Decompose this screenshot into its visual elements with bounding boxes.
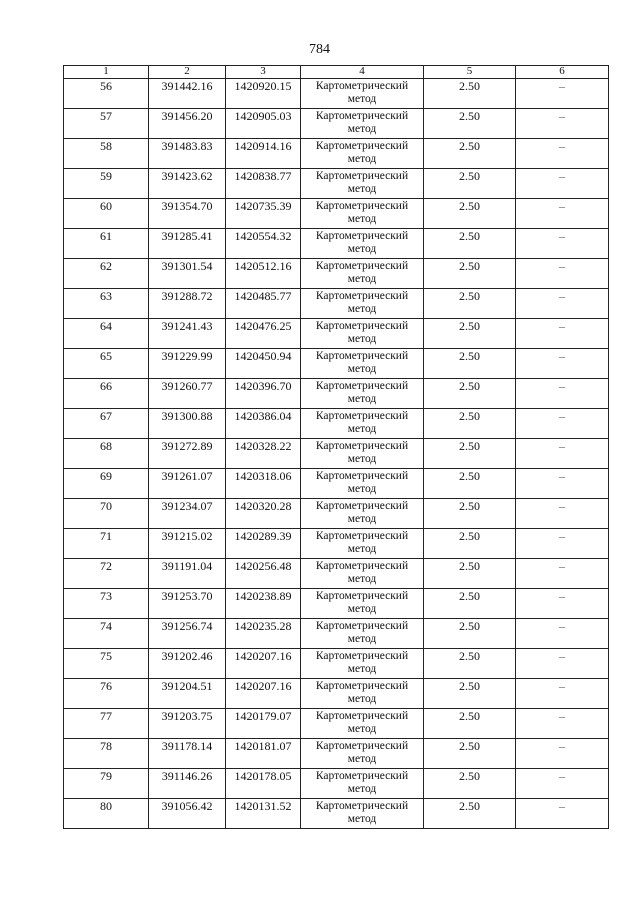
y-coordinate-cell: 1420450.94	[226, 349, 301, 379]
method-cell	[301, 559, 424, 589]
y-coordinate-cell: 1420289.39	[226, 529, 301, 559]
method-cell	[301, 349, 424, 379]
x-coordinate-cell: 391203.75	[149, 709, 226, 739]
table-row	[64, 679, 609, 709]
column-number-2: 2	[149, 66, 226, 79]
method-text-line2: метод	[347, 753, 377, 765]
method-text-line2: метод	[347, 453, 377, 465]
point-number-cell: 60	[64, 199, 149, 229]
method-text-line2: метод	[347, 183, 377, 195]
point-number-cell: 72	[64, 559, 149, 589]
note-cell: –	[516, 799, 609, 829]
note-cell: –	[516, 529, 609, 559]
y-coordinate-cell: 1420320.28	[226, 499, 301, 529]
method-text-line1: Картометрический	[315, 440, 409, 452]
x-coordinate-cell: 391442.16	[149, 79, 226, 109]
note-cell: –	[516, 109, 609, 139]
note-cell: –	[516, 709, 609, 739]
method-text-line1: Картометрический	[315, 320, 409, 332]
table-row	[64, 499, 609, 529]
x-coordinate-cell: 391191.04	[149, 559, 226, 589]
note-cell: –	[516, 769, 609, 799]
note-cell: –	[516, 289, 609, 319]
method-text-line1: Картометрический	[315, 560, 409, 572]
y-coordinate-cell: 1420256.48	[226, 559, 301, 589]
note-cell: –	[516, 439, 609, 469]
point-number-cell: 59	[64, 169, 149, 199]
accuracy-cell: 2.50	[424, 79, 516, 109]
note-cell: –	[516, 559, 609, 589]
method-text-line1: Картометрический	[315, 530, 409, 542]
table-row	[64, 109, 609, 139]
accuracy-cell: 2.50	[424, 649, 516, 679]
note-cell: –	[516, 619, 609, 649]
table-row	[64, 619, 609, 649]
y-coordinate-cell: 1420920.15	[226, 79, 301, 109]
accuracy-cell: 2.50	[424, 169, 516, 199]
method-text-line1: Картометрический	[315, 710, 409, 722]
x-coordinate-cell: 391288.72	[149, 289, 226, 319]
point-number-cell: 57	[64, 109, 149, 139]
y-coordinate-cell: 1420396.70	[226, 379, 301, 409]
method-text-line1: Картометрический	[315, 260, 409, 272]
accuracy-cell: 2.50	[424, 379, 516, 409]
method-text-line1: Картометрический	[315, 200, 409, 212]
y-coordinate-cell: 1420235.28	[226, 619, 301, 649]
table-row	[64, 409, 609, 439]
method-cell	[301, 589, 424, 619]
note-cell: –	[516, 229, 609, 259]
accuracy-cell: 2.50	[424, 559, 516, 589]
method-cell	[301, 199, 424, 229]
x-coordinate-cell: 391178.14	[149, 739, 226, 769]
y-coordinate-cell: 1420386.04	[226, 409, 301, 439]
accuracy-cell: 2.50	[424, 229, 516, 259]
table-row	[64, 529, 609, 559]
point-number-cell: 68	[64, 439, 149, 469]
y-coordinate-cell: 1420181.07	[226, 739, 301, 769]
method-text-line1: Картометрический	[315, 650, 409, 662]
table-row	[64, 139, 609, 169]
method-cell	[301, 679, 424, 709]
note-cell: –	[516, 319, 609, 349]
table-header	[64, 66, 609, 79]
x-coordinate-cell: 391483.83	[149, 139, 226, 169]
method-text-line2: метод	[347, 543, 377, 555]
method-text-line1: Картометрический	[315, 380, 409, 392]
y-coordinate-cell: 1420735.39	[226, 199, 301, 229]
note-cell: –	[516, 379, 609, 409]
x-coordinate-cell: 391256.74	[149, 619, 226, 649]
method-text-line2: метод	[347, 603, 377, 615]
note-cell: –	[516, 469, 609, 499]
method-text-line2: метод	[347, 333, 377, 345]
method-text-line2: метод	[347, 363, 377, 375]
column-number-4: 4	[301, 66, 424, 79]
method-cell	[301, 169, 424, 199]
accuracy-cell: 2.50	[424, 799, 516, 829]
x-coordinate-cell: 391056.42	[149, 799, 226, 829]
y-coordinate-cell: 1420318.06	[226, 469, 301, 499]
table-row	[64, 439, 609, 469]
accuracy-cell: 2.50	[424, 769, 516, 799]
point-number-cell: 65	[64, 349, 149, 379]
note-cell: –	[516, 739, 609, 769]
method-text-line1: Картометрический	[315, 620, 409, 632]
method-cell	[301, 529, 424, 559]
method-text-line1: Картометрический	[315, 410, 409, 422]
accuracy-cell: 2.50	[424, 619, 516, 649]
point-number-cell: 63	[64, 289, 149, 319]
method-cell	[301, 139, 424, 169]
method-cell	[301, 739, 424, 769]
point-number-cell: 66	[64, 379, 149, 409]
x-coordinate-cell: 391354.70	[149, 199, 226, 229]
method-text-line2: метод	[347, 273, 377, 285]
table-row	[64, 769, 609, 799]
method-cell	[301, 319, 424, 349]
note-cell: –	[516, 649, 609, 679]
y-coordinate-cell: 1420905.03	[226, 109, 301, 139]
accuracy-cell: 2.50	[424, 709, 516, 739]
method-cell	[301, 409, 424, 439]
table-row	[64, 379, 609, 409]
method-text-line2: метод	[347, 123, 377, 135]
x-coordinate-cell: 391261.07	[149, 469, 226, 499]
table-row	[64, 199, 609, 229]
point-number-cell: 73	[64, 589, 149, 619]
note-cell: –	[516, 139, 609, 169]
method-text-line2: метод	[347, 663, 377, 675]
y-coordinate-cell: 1420207.16	[226, 649, 301, 679]
point-number-cell: 58	[64, 139, 149, 169]
note-cell: –	[516, 79, 609, 109]
accuracy-cell: 2.50	[424, 739, 516, 769]
x-coordinate-cell: 391260.77	[149, 379, 226, 409]
point-number-cell: 75	[64, 649, 149, 679]
table-row	[64, 349, 609, 379]
table-row	[64, 469, 609, 499]
accuracy-cell: 2.50	[424, 139, 516, 169]
x-coordinate-cell: 391456.20	[149, 109, 226, 139]
method-cell	[301, 289, 424, 319]
note-cell: –	[516, 259, 609, 289]
y-coordinate-cell: 1420914.16	[226, 139, 301, 169]
method-cell	[301, 379, 424, 409]
point-number-cell: 71	[64, 529, 149, 559]
method-text-line2: метод	[347, 633, 377, 645]
point-number-cell: 62	[64, 259, 149, 289]
method-text-line1: Картометрический	[315, 470, 409, 482]
method-cell	[301, 109, 424, 139]
method-text-line1: Картометрический	[315, 80, 409, 92]
method-text-line1: Картометрический	[315, 740, 409, 752]
table-body	[64, 79, 609, 829]
method-cell	[301, 229, 424, 259]
table-row	[64, 739, 609, 769]
accuracy-cell: 2.50	[424, 439, 516, 469]
method-text-line2: метод	[347, 813, 377, 825]
column-number-1: 1	[64, 66, 149, 79]
y-coordinate-cell: 1420485.77	[226, 289, 301, 319]
method-text-line1: Картометрический	[315, 770, 409, 782]
point-number-cell: 70	[64, 499, 149, 529]
point-number-cell: 69	[64, 469, 149, 499]
table-row	[64, 649, 609, 679]
accuracy-cell: 2.50	[424, 589, 516, 619]
coordinates-table	[63, 65, 609, 829]
y-coordinate-cell: 1420512.16	[226, 259, 301, 289]
x-coordinate-cell: 391423.62	[149, 169, 226, 199]
y-coordinate-cell: 1420207.16	[226, 679, 301, 709]
x-coordinate-cell: 391202.46	[149, 649, 226, 679]
point-number-cell: 64	[64, 319, 149, 349]
accuracy-cell: 2.50	[424, 679, 516, 709]
table-row	[64, 289, 609, 319]
y-coordinate-cell: 1420554.32	[226, 229, 301, 259]
point-number-cell: 79	[64, 769, 149, 799]
note-cell: –	[516, 349, 609, 379]
y-coordinate-cell: 1420131.52	[226, 799, 301, 829]
point-number-cell: 74	[64, 619, 149, 649]
x-coordinate-cell: 391229.99	[149, 349, 226, 379]
x-coordinate-cell: 391204.51	[149, 679, 226, 709]
point-number-cell: 76	[64, 679, 149, 709]
accuracy-cell: 2.50	[424, 259, 516, 289]
accuracy-cell: 2.50	[424, 499, 516, 529]
point-number-cell: 78	[64, 739, 149, 769]
method-text-line2: метод	[347, 783, 377, 795]
method-text-line2: метод	[347, 483, 377, 495]
method-text-line2: метод	[347, 213, 377, 225]
column-number-3: 3	[226, 66, 301, 79]
method-text-line2: метод	[347, 153, 377, 165]
note-cell: –	[516, 589, 609, 619]
column-number-6: 6	[516, 66, 609, 79]
method-text-line1: Картометрический	[315, 290, 409, 302]
method-cell	[301, 649, 424, 679]
x-coordinate-cell: 391253.70	[149, 589, 226, 619]
table-row	[64, 709, 609, 739]
method-text-line1: Картометрический	[315, 110, 409, 122]
method-cell	[301, 469, 424, 499]
method-text-line2: метод	[347, 513, 377, 525]
accuracy-cell: 2.50	[424, 319, 516, 349]
method-cell	[301, 439, 424, 469]
table-row	[64, 589, 609, 619]
accuracy-cell: 2.50	[424, 409, 516, 439]
method-text-line1: Картометрический	[315, 140, 409, 152]
method-text-line2: метод	[347, 303, 377, 315]
y-coordinate-cell: 1420178.05	[226, 769, 301, 799]
accuracy-cell: 2.50	[424, 199, 516, 229]
method-cell	[301, 499, 424, 529]
point-number-cell: 61	[64, 229, 149, 259]
method-cell	[301, 79, 424, 109]
x-coordinate-cell: 391285.41	[149, 229, 226, 259]
table-row	[64, 799, 609, 829]
method-text-line2: метод	[347, 423, 377, 435]
note-cell: –	[516, 679, 609, 709]
x-coordinate-cell: 391300.88	[149, 409, 226, 439]
table-row	[64, 169, 609, 199]
x-coordinate-cell: 391301.54	[149, 259, 226, 289]
accuracy-cell: 2.50	[424, 349, 516, 379]
method-text-line1: Картометрический	[315, 500, 409, 512]
method-text-line1: Картометрический	[315, 170, 409, 182]
method-text-line2: метод	[347, 723, 377, 735]
method-text-line1: Картометрический	[315, 680, 409, 692]
table-row	[64, 319, 609, 349]
y-coordinate-cell: 1420328.22	[226, 439, 301, 469]
method-cell	[301, 619, 424, 649]
method-text-line1: Картометрический	[315, 230, 409, 242]
y-coordinate-cell: 1420179.07	[226, 709, 301, 739]
column-number-5: 5	[424, 66, 516, 79]
method-text-line2: метод	[347, 393, 377, 405]
table-row	[64, 79, 609, 109]
y-coordinate-cell: 1420838.77	[226, 169, 301, 199]
method-text-line2: метод	[347, 93, 377, 105]
table-row	[64, 559, 609, 589]
method-text-line2: метод	[347, 693, 377, 705]
method-text-line1: Картометрический	[315, 590, 409, 602]
x-coordinate-cell: 391215.02	[149, 529, 226, 559]
method-text-line1: Картометрический	[315, 350, 409, 362]
point-number-cell: 67	[64, 409, 149, 439]
page-number: 784	[309, 42, 330, 57]
y-coordinate-cell: 1420476.25	[226, 319, 301, 349]
x-coordinate-cell: 391241.43	[149, 319, 226, 349]
point-number-cell: 77	[64, 709, 149, 739]
point-number-cell: 56	[64, 79, 149, 109]
x-coordinate-cell: 391234.07	[149, 499, 226, 529]
point-number-cell: 80	[64, 799, 149, 829]
accuracy-cell: 2.50	[424, 529, 516, 559]
note-cell: –	[516, 499, 609, 529]
accuracy-cell: 2.50	[424, 469, 516, 499]
method-cell	[301, 709, 424, 739]
table-row	[64, 229, 609, 259]
y-coordinate-cell: 1420238.89	[226, 589, 301, 619]
accuracy-cell: 2.50	[424, 289, 516, 319]
x-coordinate-cell: 391272.89	[149, 439, 226, 469]
note-cell: –	[516, 409, 609, 439]
note-cell: –	[516, 169, 609, 199]
method-cell	[301, 259, 424, 289]
note-cell: –	[516, 199, 609, 229]
accuracy-cell: 2.50	[424, 109, 516, 139]
method-cell	[301, 799, 424, 829]
table-row	[64, 259, 609, 289]
column-number-row	[64, 66, 609, 79]
x-coordinate-cell: 391146.26	[149, 769, 226, 799]
method-cell	[301, 769, 424, 799]
method-text-line2: метод	[347, 573, 377, 585]
method-text-line1: Картометрический	[315, 800, 409, 812]
method-text-line2: метод	[347, 243, 377, 255]
